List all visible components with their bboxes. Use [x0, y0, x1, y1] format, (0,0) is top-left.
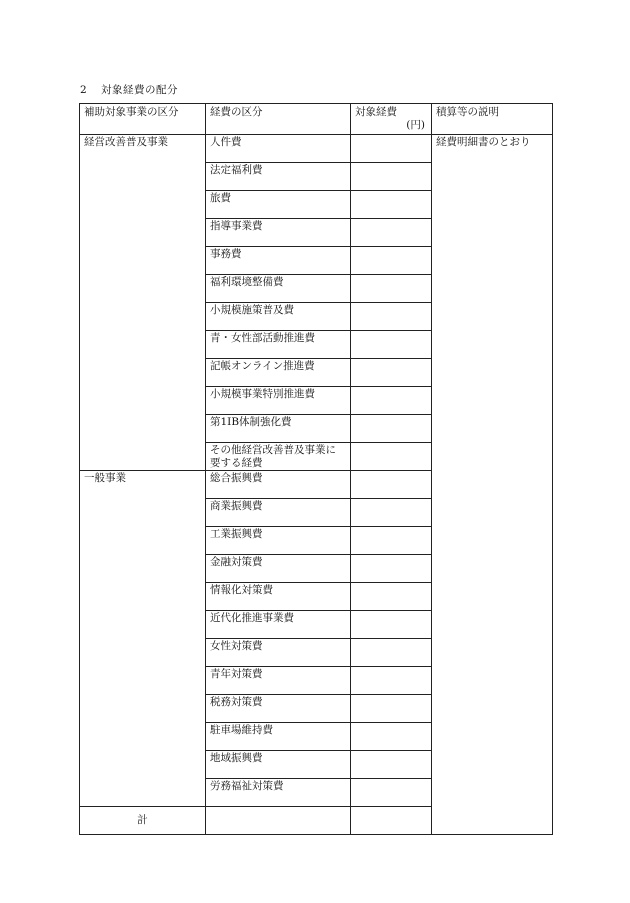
note-cell: 経費明細書のとおり — [432, 135, 553, 835]
expense-cell: 指導事業費 — [206, 219, 351, 247]
header-note: 積算等の説明 — [432, 104, 553, 135]
amount-cell — [351, 387, 432, 415]
expense-cell: 福利環境整備費 — [206, 275, 351, 303]
amount-cell — [351, 555, 432, 583]
amount-cell — [351, 163, 432, 191]
expense-cell: 近代化推進事業費 — [206, 611, 351, 639]
expense-cell: 事務費 — [206, 247, 351, 275]
expense-cell: 金融対策費 — [206, 555, 351, 583]
expense-cell: 税務対策費 — [206, 695, 351, 723]
total-amount-cell — [351, 807, 432, 835]
expense-cell: 記帳オンライン推進費 — [206, 359, 351, 387]
expense-cell: 工業振興費 — [206, 527, 351, 555]
expense-cell: 駐車場維持費 — [206, 723, 351, 751]
section-heading — [80, 82, 178, 97]
expense-cell: 法定福利費 — [206, 163, 351, 191]
amount-cell — [351, 415, 432, 443]
category-cell-general: 一般事業 — [80, 471, 206, 807]
amount-cell — [351, 443, 432, 471]
amount-cell — [351, 219, 432, 247]
amount-cell — [351, 331, 432, 359]
amount-cell — [351, 247, 432, 275]
header-amount-label: 対象経費 — [355, 106, 397, 118]
amount-cell — [351, 359, 432, 387]
category-cell-management: 経営改善普及事業 — [80, 135, 206, 471]
total-label: 計 — [80, 807, 206, 835]
section-title: 対象経費の配分 — [101, 84, 179, 96]
expense-cell: 青・女性部活動推進費 — [206, 331, 351, 359]
amount-cell — [351, 723, 432, 751]
expense-cell: 第1IB体制強化費 — [206, 415, 351, 443]
expense-cell: 総合振興費 — [206, 471, 351, 499]
expense-cell: 労務福祉対策費 — [206, 779, 351, 807]
expense-cell: 商業振興費 — [206, 499, 351, 527]
amount-cell — [351, 527, 432, 555]
amount-cell — [351, 275, 432, 303]
amount-cell — [351, 611, 432, 639]
expense-cell: 小規模施策普及費 — [206, 303, 351, 331]
amount-cell — [351, 135, 432, 163]
header-amount — [351, 104, 432, 135]
total-expense-cell — [206, 807, 351, 835]
amount-cell — [351, 191, 432, 219]
header-amount-unit: (円) — [406, 119, 425, 131]
expense-cell: 地域振興費 — [206, 751, 351, 779]
amount-cell — [351, 639, 432, 667]
amount-cell — [351, 583, 432, 611]
expense-cell: 小規模事業特別推進費 — [206, 387, 351, 415]
amount-cell — [351, 471, 432, 499]
header-category: 補助対象事業の区分 — [80, 104, 206, 135]
expense-cell: 青年対策費 — [206, 667, 351, 695]
table-row — [80, 135, 553, 163]
expense-cell: 女性対策費 — [206, 639, 351, 667]
table-header-row — [80, 104, 553, 135]
amount-cell — [351, 751, 432, 779]
amount-cell — [351, 667, 432, 695]
expense-cell: 人件費 — [206, 135, 351, 163]
expense-cell: 旅費 — [206, 191, 351, 219]
amount-cell — [351, 779, 432, 807]
amount-cell — [351, 695, 432, 723]
amount-cell — [351, 303, 432, 331]
section-number: 2 — [80, 84, 88, 96]
expense-cell: その他経営改善普及事業に要する経費 — [206, 443, 351, 471]
header-expense: 経費の区分 — [206, 104, 351, 135]
expense-cell: 情報化対策費 — [206, 583, 351, 611]
amount-cell — [351, 499, 432, 527]
expense-allocation-table — [79, 103, 553, 835]
